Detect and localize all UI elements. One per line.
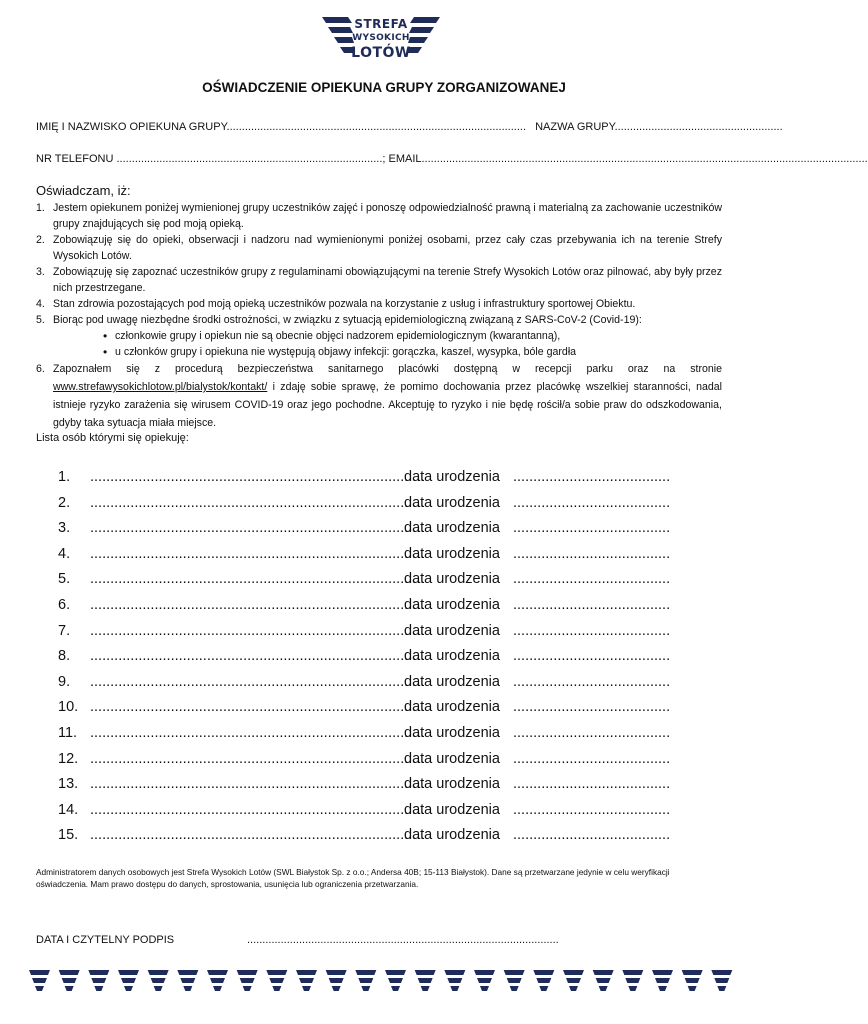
person-row	[58, 776, 708, 800]
person-name-dots[interactable]: ...................................................................................	[90, 648, 425, 665]
person-row	[58, 751, 708, 775]
wing-icon	[207, 970, 228, 991]
person-number: 2.	[58, 494, 71, 511]
birthdate-dots[interactable]: .......................................	[513, 571, 671, 588]
birthdate-dots[interactable]: .......................................	[513, 776, 671, 793]
birthdate-dots[interactable]: .......................................	[513, 494, 671, 511]
person-number: 3.	[58, 520, 71, 537]
person-name-dots[interactable]: ...................................................................................	[90, 545, 425, 562]
wing-icon	[177, 970, 198, 991]
point-number: 3.	[36, 266, 45, 278]
birthdate-dots[interactable]: .......................................	[513, 673, 671, 690]
person-number: 15.	[58, 827, 79, 844]
point-item	[36, 232, 722, 264]
website-link[interactable]: www.strefawysokichlotow.pl/bialystok/kontakt/	[53, 381, 268, 393]
person-number: 11.	[58, 725, 78, 741]
person-row	[58, 546, 708, 570]
person-number: 6.	[58, 597, 71, 613]
birthdate-label: data urodzenia	[404, 469, 500, 485]
wing-icon	[88, 970, 109, 991]
person-name-dots[interactable]: ...................................................................................	[90, 494, 425, 511]
person-number: 12.	[58, 750, 79, 767]
birthdate-dots[interactable]: .......................................	[513, 801, 671, 818]
person-name-dots[interactable]: ...................................................................................	[90, 597, 425, 613]
wing-icon	[326, 970, 347, 991]
person-name-dots[interactable]: ...................................................................................	[90, 699, 425, 716]
guardian-field-row	[36, 121, 783, 133]
wing-icon	[118, 970, 139, 991]
signature-label: DATA I CZYTELNY PODPIS	[36, 934, 175, 946]
wing-icon	[148, 970, 169, 991]
person-row	[58, 495, 708, 519]
person-number: 10.	[58, 699, 79, 716]
person-name-dots[interactable]: ...................................................................................	[90, 776, 425, 793]
person-name-dots[interactable]: ...................................................................................	[90, 571, 425, 588]
birthdate-label: data urodzenia	[404, 597, 500, 613]
wing-icon	[415, 970, 436, 991]
point-text: Stan zdrowia pozostających pod moją opieką uczestników pozwala na korzystanie z usług i infrastruktury sportowej Obiektu.	[53, 298, 636, 310]
bullet-item: • członkowie grupy i opiekun nie są obecnie objęci nadzorem epidemiologicznym (kwarantanną),	[53, 328, 722, 344]
person-number: 7.	[58, 622, 71, 639]
point-item	[36, 360, 722, 432]
point-item	[36, 296, 722, 312]
point-text-continued: i zdaję sobie sprawę, że pomimo dochowania przez placówkę wszelkiej staranności, nadal istnieje ryzyko zarażenia się wirusem COVID-19 oraz jego pochodne. Akceptuję to ryzyko i nie będę rościł/a sobie praw do odszkodowania, gdyby taka sytuacja miała miejsce.	[53, 381, 722, 429]
persons-list-label: Lista osób którymi się opiekuję:	[36, 432, 189, 444]
logo-line-2: WYSOKICH	[352, 33, 410, 43]
birthdate-label: data urodzenia	[404, 520, 500, 537]
point-number: 2.	[36, 234, 45, 246]
wing-icon	[444, 970, 465, 991]
wing-icon	[711, 970, 732, 991]
person-row	[58, 520, 708, 544]
birthdate-dots[interactable]: .......................................	[513, 725, 671, 741]
birthdate-dots[interactable]: .......................................	[513, 545, 671, 562]
person-number: 13.	[58, 776, 79, 793]
birthdate-label: data urodzenia	[404, 494, 500, 511]
group-label: NAZWA GRUPY	[535, 121, 615, 133]
person-row	[58, 469, 708, 493]
person-number: 4.	[58, 545, 71, 562]
email-dots[interactable]: ..................................................................................................................................................	[421, 153, 868, 165]
strefa-logo	[322, 14, 440, 68]
phone-label: NR TELEFONU	[36, 153, 114, 165]
point-text: Jestem opiekunem poniżej wymienionej grupy uczestników zajęć i ponoszę odpowiedzialność prawną i materialną za zachowanie uczestników grupy znajdujących się pod moją opieką.	[53, 202, 722, 230]
birthdate-label: data urodzenia	[404, 673, 500, 690]
point-text: Zobowiązuję się do opieki, obserwacji i nadzoru nad wymienionymi poniżej osobami, przez cały czas przebywania ich na terenie Strefy Wysokich Lotów.	[53, 234, 722, 262]
point-text: Zobowiązuję się zapoznać uczestników grupy z regulaminami obowiązującymi na terenie Strefy Wysokich Lotów oraz pilnować, aby były przez nich przestrzegane.	[53, 266, 722, 294]
birthdate-dots[interactable]: .......................................	[513, 597, 671, 613]
person-row	[58, 827, 708, 851]
birthdate-label: data urodzenia	[404, 725, 500, 741]
point-number: 6.	[36, 363, 45, 375]
person-number: 5.	[58, 571, 71, 588]
point-text: Biorąc pod uwagę niezbędne środki ostrożności, w związku z sytuacją epidemiologiczną związaną z SARS-CoV-2 (Covid-19):	[53, 314, 642, 326]
person-number: 14.	[58, 801, 79, 818]
person-name-dots[interactable]: ...................................................................................	[90, 801, 425, 818]
wing-icon	[622, 970, 643, 991]
group-dots[interactable]: .......................................................	[614, 121, 783, 133]
birthdate-label: data urodzenia	[404, 801, 500, 818]
point-text: Zapoznałem się z procedurą bezpieczeństwa sanitarnego placówki dostępną w recepcji parku oraz na stronie	[53, 363, 722, 375]
wing-icon	[59, 970, 80, 991]
email-label: ; EMAIL	[382, 153, 422, 165]
wing-icon	[682, 970, 703, 991]
wing-icon	[296, 970, 317, 991]
person-number: 9.	[58, 673, 71, 690]
wing-icon	[237, 970, 258, 991]
declaration-intro: Oświadczam, iż:	[36, 183, 131, 198]
person-row	[58, 725, 708, 749]
birthdate-dots[interactable]: .......................................	[513, 827, 671, 844]
birthdate-label: data urodzenia	[404, 622, 500, 639]
person-name-dots[interactable]: ...................................................................................	[90, 622, 425, 639]
person-name-dots[interactable]: ...................................................................................	[90, 469, 425, 485]
birthdate-label: data urodzenia	[404, 750, 500, 767]
logo-line-3: LOTÓW	[351, 45, 411, 61]
guardian-label: IMIĘ I NAZWISKO OPIEKUNA GRUPY	[36, 121, 227, 133]
point-number: 1.	[36, 202, 45, 214]
declaration-points	[36, 200, 722, 432]
birthdate-dots[interactable]: .......................................	[513, 469, 671, 485]
point-item	[36, 312, 722, 360]
birthdate-dots[interactable]: .......................................	[513, 622, 671, 639]
birthdate-label: data urodzenia	[404, 571, 500, 588]
person-row	[58, 597, 708, 621]
wing-icon	[563, 970, 584, 991]
wing-icon	[385, 970, 406, 991]
wing-icon	[474, 970, 495, 991]
person-number: 1.	[58, 469, 71, 485]
person-row	[58, 699, 708, 723]
point-item	[36, 200, 722, 232]
person-name-dots[interactable]: ...................................................................................	[90, 725, 425, 741]
birthdate-dots[interactable]: .......................................	[513, 520, 671, 537]
wing-icon	[593, 970, 614, 991]
birthdate-dots[interactable]: .......................................	[513, 699, 671, 716]
logo-line-1: STREFA	[354, 17, 408, 31]
phone-dots[interactable]: .......................................................................................	[116, 153, 383, 165]
person-row	[58, 674, 708, 698]
bullet-item: • u członków grupy i opiekuna nie występują objawy infekcji: gorączka, kaszel, wysypka, bóle gardła	[53, 344, 722, 360]
wing-icon	[652, 970, 673, 991]
wing-icon	[533, 970, 554, 991]
wing-icon	[29, 970, 50, 991]
document-title: OŚWIADCZENIE OPIEKUNA GRUPY ZORGANIZOWANEJ	[202, 80, 566, 95]
person-number: 8.	[58, 648, 71, 665]
signature-dots[interactable]: ......................................................................................................	[247, 934, 559, 946]
contact-field-row	[36, 153, 868, 165]
person-name-dots[interactable]: ...................................................................................	[90, 520, 425, 537]
person-name-dots[interactable]: ...................................................................................	[90, 827, 425, 844]
birthdate-label: data urodzenia	[404, 776, 500, 793]
birthdate-dots[interactable]: .......................................	[513, 648, 671, 665]
footer-wing-pattern	[28, 966, 740, 998]
person-row	[58, 648, 708, 672]
wing-icon	[266, 970, 287, 991]
point-number: 4.	[36, 298, 45, 310]
point-number: 5.	[36, 314, 45, 326]
birthdate-label: data urodzenia	[404, 648, 500, 665]
birthdate-label: data urodzenia	[404, 545, 500, 562]
point-item	[36, 264, 722, 296]
birthdate-label: data urodzenia	[404, 827, 500, 844]
birthdate-label: data urodzenia	[404, 699, 500, 716]
person-row	[58, 802, 708, 826]
person-name-dots[interactable]: ...................................................................................	[90, 673, 425, 690]
wing-icon	[355, 970, 376, 991]
birthdate-dots[interactable]: .......................................	[513, 750, 671, 767]
person-row	[58, 571, 708, 595]
person-name-dots[interactable]: ...................................................................................	[90, 750, 425, 767]
gdpr-note: Administratorem danych osobowych jest Strefa Wysokich Lotów (SWL Białystok Sp. z o.o.; Andersa 40B; 15-113 Białystok). Dane są przetwarzane jedynie w celu weryfikacji oświadczenia. Mam prawo dostępu do danych, sprostowania, usunięcia lub ograniczenia przetwarzania.	[36, 867, 670, 889]
covid-bullets	[53, 328, 722, 360]
guardian-dots[interactable]: ..................................................................................................	[226, 121, 527, 133]
wing-icon	[504, 970, 525, 991]
person-row	[58, 623, 708, 647]
